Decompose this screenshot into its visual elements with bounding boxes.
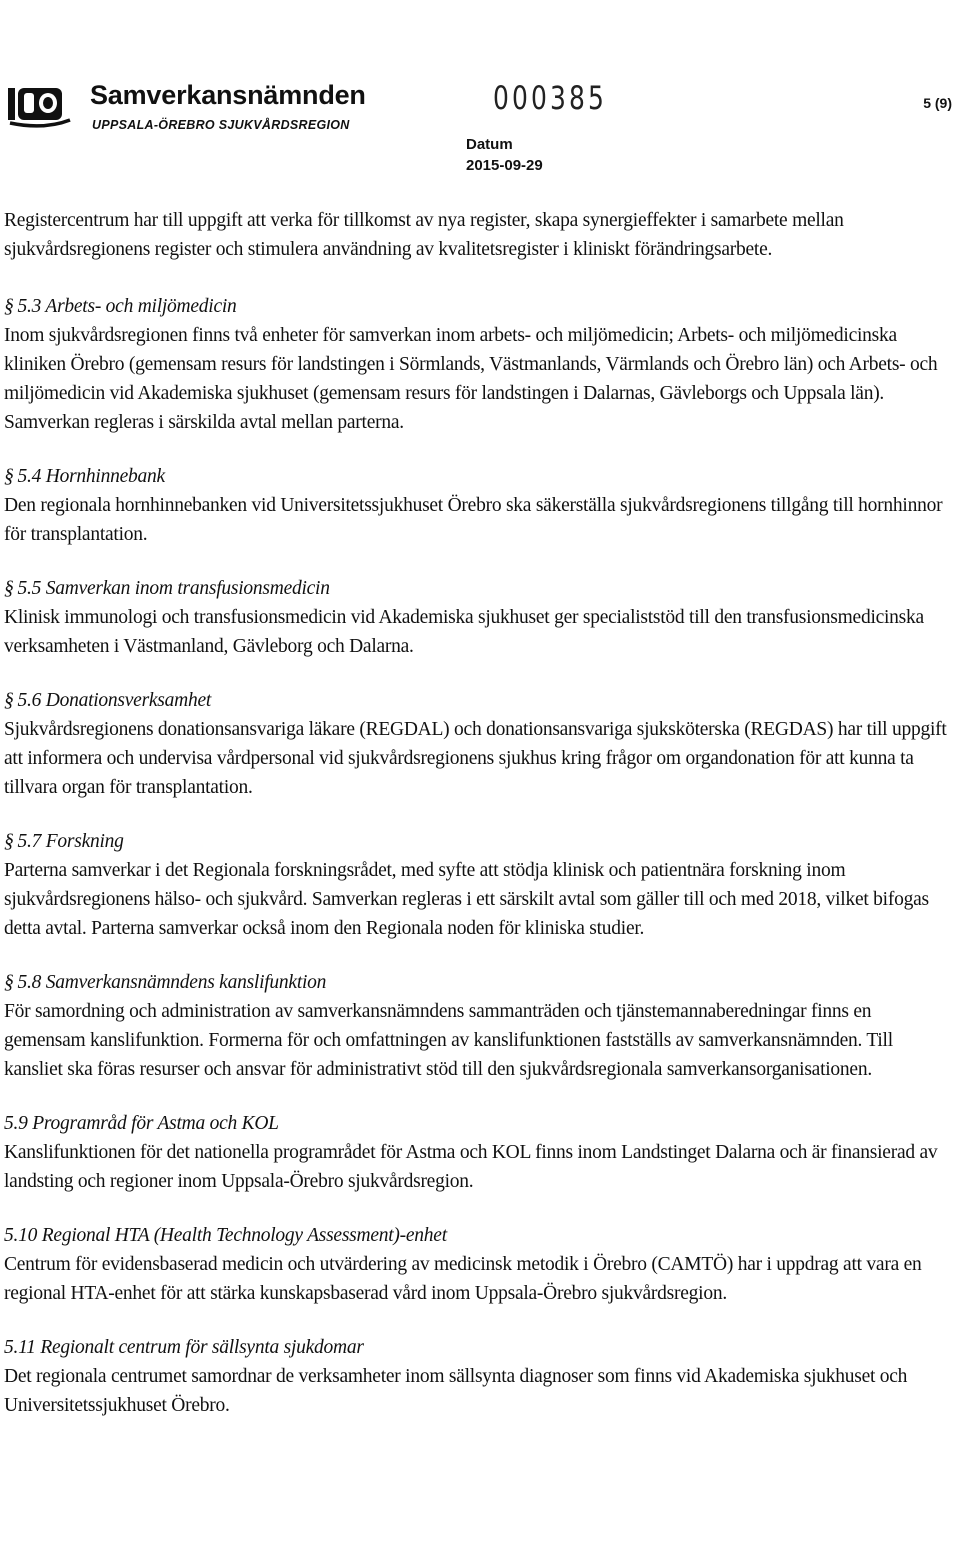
section-heading	[4, 1109, 952, 1138]
section-sign: §	[4, 972, 14, 993]
section-body: Inom sjukvårdsregionen finns två enheter för samverkan inom arbets- och miljömedicin; Arbets- och miljömedicinska kliniken Örebro (gemensam resurs för landstingen i Sörmlands, Västmanlands, Värmlands och Örebro län) och Arbets- och miljömedicin vid Akademiska sjukhuset (gemensam resurs för landstingen i Dalarnas, Gävleborgs och Uppsala län). Samverkan regleras i särskilda avtal mellan parterna.	[4, 325, 938, 433]
page-number: 5 (9)	[923, 95, 952, 111]
section-heading	[4, 292, 952, 321]
section-5-4	[4, 462, 952, 549]
section-5-9	[4, 1109, 952, 1196]
section-body: Klinisk immunologi och transfusionsmedicin vid Akademiska sjukhuset ger specialiststöd till den transfusionsmedicinska verksamheten i Västmanland, Gävleborg och Dalarna.	[4, 607, 924, 657]
section-title: Donationsverksamhet	[45, 690, 212, 711]
section-number: 5.8	[17, 972, 42, 993]
section-sign: §	[4, 690, 14, 711]
section-title: Hornhinnebank	[45, 466, 165, 487]
section-5-6	[4, 686, 952, 802]
section-heading	[4, 686, 952, 715]
document-number: 000385	[493, 79, 608, 117]
section-body: Centrum för evidensbaserad medicin och utvärdering av medicinsk metodik i Örebro (CAMTÖ) har i uppdrag att vara en regional HTA-enhet för att stärka kunskapsbaserad vård inom Uppsala-Örebro sjukvårdsregion.	[4, 1254, 922, 1304]
section-number: 5.5	[17, 578, 42, 599]
section-heading	[4, 968, 952, 997]
section-5-3	[4, 292, 952, 437]
section-sign: §	[4, 296, 14, 317]
section-sign: §	[4, 466, 14, 487]
section-5-7	[4, 827, 952, 943]
section-5-10	[4, 1221, 952, 1308]
section-number: 5.11	[4, 1337, 36, 1358]
section-title: Forskning	[45, 831, 124, 852]
section-heading	[4, 1221, 952, 1250]
document-header	[0, 0, 960, 190]
organization-name: Samverkansnämnden	[90, 80, 366, 110]
section-number: 5.3	[17, 296, 42, 317]
section-body: Det regionala centrumet samordnar de verksamheter inom sällsynta diagnoser som finns vid Akademiska sjukhuset och Universitetssjukhuset Örebro.	[4, 1366, 908, 1416]
section-5-8	[4, 968, 952, 1084]
section-body: Den regionala hornhinnebanken vid Universitetssjukhuset Örebro ska säkerställa sjukvårdsregionens tillgång till hornhinnor för transplantation.	[4, 495, 943, 545]
section-heading	[4, 462, 952, 491]
section-5-5	[4, 574, 952, 661]
section-heading	[4, 827, 952, 856]
section-sign: §	[4, 831, 14, 852]
section-title: Programråd för Astma och KOL	[32, 1113, 279, 1134]
section-number: 5.6	[17, 690, 42, 711]
organization-subtitle: UPPSALA-ÖREBRO SJUKVÅRDSREGION	[92, 118, 350, 132]
section-number: 5.10	[4, 1225, 38, 1246]
section-title: Arbets- och miljömedicin	[45, 296, 237, 317]
section-body: För samordning och administration av samverkansnämndens sammanträden och tjänstemannaberedningar finns en gemensam kanslifunktion. Formerna för och omfattningen av kanslifunktionen fastställs av samverkansnämnden. Till kansliet ska föras resurser och ansvar för administrativt stöd till den sjukvårdsregionala samverkansorganisationen.	[4, 1001, 893, 1080]
date-label: Datum	[466, 136, 513, 153]
section-title: Regional HTA (Health Technology Assessment)-enhet	[41, 1225, 447, 1246]
section-title: Samverkansnämndens kanslifunktion	[45, 972, 327, 993]
section-body: Parterna samverkar i det Regionala forskningsrådet, med syfte att stödja klinisk och patientnära forskning inom sjukvårdsregionens hälso- och sjukvård. Samverkan regleras i ett särskilt avtal som gäller till och med 2018, vilket bifogas detta avtal. Parterna samverkar också inom den Regionala noden för kliniska studier.	[4, 860, 929, 939]
section-heading	[4, 1333, 952, 1362]
samverkansnamnden-logo-icon	[6, 84, 82, 128]
section-list	[4, 292, 952, 1420]
section-heading	[4, 574, 952, 603]
section-body: Sjukvårdsregionens donationsansvariga läkare (REGDAL) och donationsansvariga sjuksköterska (REGDAS) har till uppgift att informera och undervisa vårdpersonal vid sjukvårdsregionens sjukhus kring frågor om organdonation för att kunna ta tillvara organ för transplantation.	[4, 719, 947, 798]
section-5-11	[4, 1333, 952, 1420]
document-body	[4, 206, 952, 1445]
section-sign: §	[4, 578, 14, 599]
intro-paragraph: Registercentrum har till uppgift att verka för tillkomst av nya register, skapa synergieffekter i samarbete mellan sjukvårdsregionens register och stimulera användning av kvalitetsregister i kliniskt förändringsarbete.	[4, 210, 844, 260]
section-number: 5.7	[17, 831, 42, 852]
section-number: 5.4	[17, 466, 42, 487]
date-value: 2015-09-29	[466, 157, 543, 174]
section-number: 5.9	[4, 1113, 28, 1134]
section-title: Regionalt centrum för sällsynta sjukdomar	[40, 1337, 364, 1358]
section-title: Samverkan inom transfusionsmedicin	[45, 578, 330, 599]
section-body: Kanslifunktionen för det nationella programrådet för Astma och KOL finns inom Landstinget Dalarna och är finansierad av landsting och regioner inom Uppsala-Örebro sjukvårdsregion.	[4, 1142, 938, 1192]
